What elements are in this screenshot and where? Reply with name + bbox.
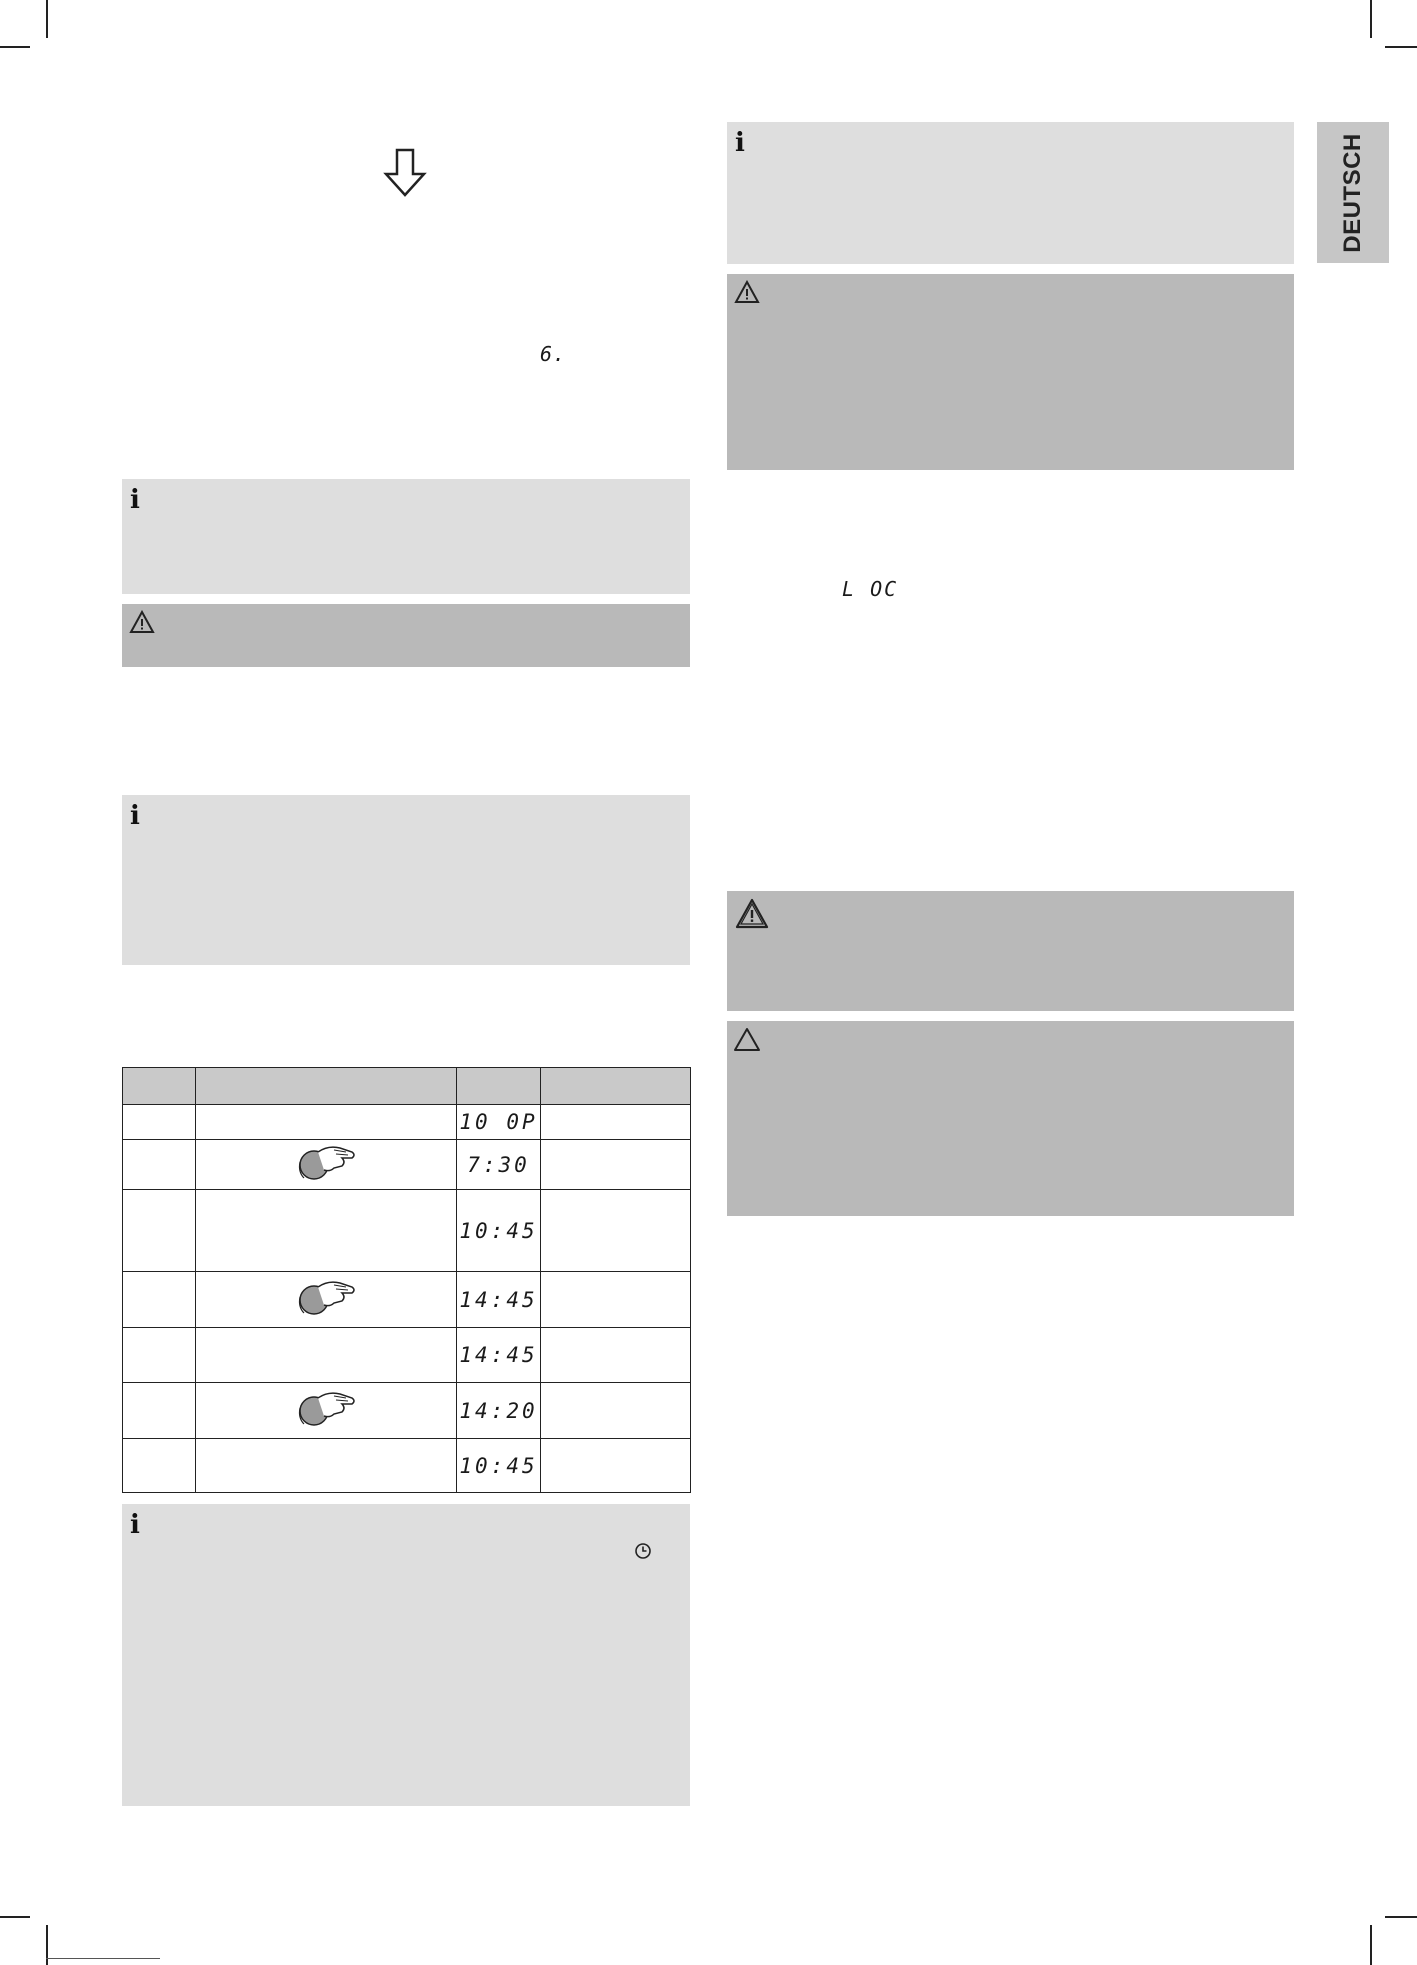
rotary-knob-icon — [294, 1388, 358, 1428]
crop-mark — [46, 0, 48, 38]
info-icon: i — [130, 801, 140, 831]
warning-box — [727, 274, 1294, 470]
lcd-display: 10 0P — [459, 1110, 538, 1134]
language-tab — [1317, 122, 1389, 263]
warning-box — [727, 891, 1294, 1011]
lcd-display: 10:45 — [459, 1218, 538, 1243]
table-row — [123, 1272, 691, 1328]
caution-triangle-icon — [733, 1027, 761, 1053]
warning-box — [122, 604, 690, 667]
info-box — [122, 795, 690, 965]
info-icon: i — [130, 485, 140, 515]
table-row — [123, 1328, 691, 1383]
info-box — [727, 122, 1294, 264]
warning-icon — [129, 610, 155, 634]
info-icon: i — [735, 128, 745, 158]
warning-icon — [734, 280, 760, 304]
info-box — [122, 479, 690, 594]
table-header-cell — [123, 1068, 196, 1105]
down-arrow-icon — [383, 148, 427, 198]
lcd-display: 14:45 — [459, 1287, 538, 1312]
crop-mark — [1385, 46, 1417, 48]
warning-icon — [734, 897, 770, 931]
program-display: 6. — [540, 342, 567, 366]
program-steps-table — [122, 1067, 691, 1493]
crop-mark — [0, 1916, 30, 1918]
rotary-knob-icon — [294, 1142, 358, 1182]
table-row — [123, 1190, 691, 1272]
lock-display: L OC — [842, 577, 899, 601]
table-row — [123, 1140, 691, 1190]
crop-mark — [0, 46, 30, 48]
table-row — [123, 1105, 691, 1140]
rotary-knob-icon — [294, 1277, 358, 1317]
table-row — [123, 1439, 691, 1493]
lcd-display: 14:45 — [459, 1343, 538, 1367]
lcd-display: 7:30 — [467, 1152, 530, 1177]
info-icon: i — [130, 1510, 140, 1540]
crop-mark — [1370, 0, 1372, 38]
crop-mark — [46, 1925, 48, 1965]
language-tab-label: DEUTSCH — [1339, 132, 1367, 253]
table-header-cell — [196, 1068, 457, 1105]
lcd-display: 10:45 — [459, 1453, 538, 1478]
caution-box — [727, 1021, 1294, 1216]
crop-mark — [1370, 1925, 1372, 1965]
table-row — [123, 1383, 691, 1439]
table-header-row — [123, 1068, 691, 1105]
table-header-cell — [457, 1068, 541, 1105]
crop-mark — [1385, 1916, 1417, 1918]
info-box — [122, 1504, 690, 1806]
table-header-cell — [541, 1068, 691, 1105]
footer-rule — [46, 1958, 160, 1959]
clock-icon — [634, 1542, 652, 1560]
lcd-display: 14:20 — [459, 1398, 538, 1423]
